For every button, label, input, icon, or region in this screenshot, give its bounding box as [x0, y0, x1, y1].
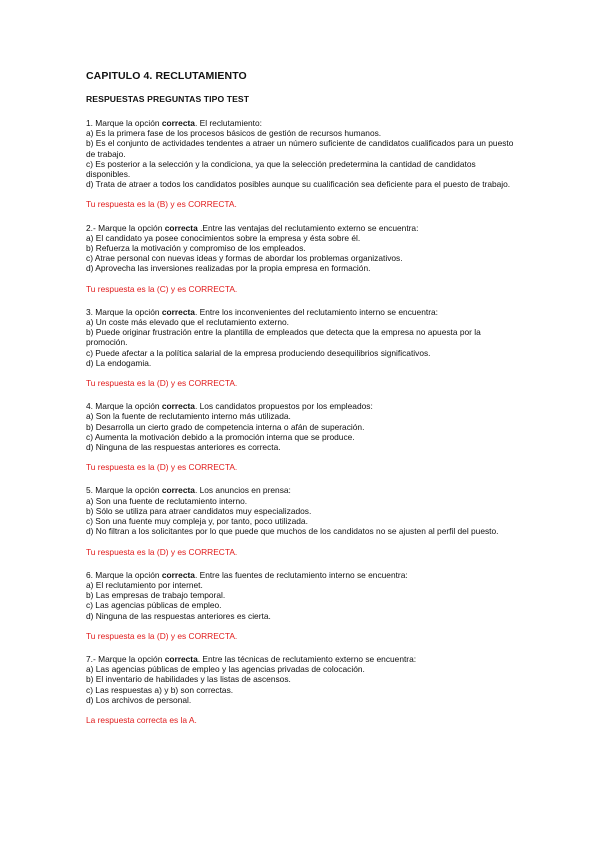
stem-suffix: . Entre las fuentes de reclutamiento interno se encuentra: [194, 569, 408, 580]
option-d: d) Aprovecha las inversiones realizadas por la propia empresa en formación. [86, 263, 371, 274]
option-b: b) Las empresas de trabajo temporal. [86, 590, 226, 601]
stem-bold: correcta [161, 306, 195, 317]
answer-feedback: Tu respuesta es la (D) y es CORRECTA. [86, 630, 238, 641]
answer-feedback: La respuesta correcta es la A. [86, 714, 197, 725]
question-stem [86, 485, 520, 495]
option-c: c) Atrae personal con nuevas ideas y formas de abordar los problemas organizativos. [86, 253, 403, 264]
question-stem [86, 118, 520, 128]
option-d: d) Ninguna de las respuestas anteriores es cierta. [86, 610, 271, 621]
stem-bold: correcta [161, 118, 195, 128]
question-1 [86, 118, 520, 210]
option-a: a) El reclutamiento por internet. [86, 579, 203, 590]
chapter-title: CAPITULO 4. RECLUTAMIENTO [86, 70, 247, 82]
question-stem [86, 654, 520, 664]
option-c: c) Las agencias públicas de empleo. [86, 600, 222, 611]
question-stem [86, 401, 520, 411]
stem-prefix: 2.- Marque la opción [86, 222, 165, 233]
option-a: a) Las agencias públicas de empleo y las agencias privadas de colocación. [86, 664, 365, 675]
stem-prefix: 1. Marque la opción [86, 118, 162, 128]
stem-bold: correcta [164, 653, 198, 664]
question-3 [86, 307, 520, 388]
question-6 [86, 570, 520, 641]
stem-suffix: . Entre las técnicas de reclutamiento externo se encuentra: [197, 653, 417, 664]
stem-prefix: 3. Marque la opción [86, 306, 162, 317]
stem-suffix: . Entre los inconvenientes del reclutamiento interno se encuentra: [194, 306, 438, 317]
question-4 [86, 401, 520, 472]
stem-suffix: .Entre las ventajas del reclutamiento externo se encuentra: [197, 222, 419, 233]
stem-bold: correcta [161, 569, 195, 580]
stem-bold: correcta [161, 485, 195, 496]
question-stem [86, 223, 520, 233]
option-a: a) Son una fuente de reclutamiento interno. [86, 495, 248, 506]
option-c: c) Son una fuente muy compleja y, por tanto, poco utilizada. [86, 516, 308, 527]
section-subtitle: RESPUESTAS PREGUNTAS TIPO TEST [86, 94, 250, 104]
stem-prefix: 4. Marque la opción [86, 401, 162, 412]
option-b: b) El inventario de habilidades y las listas de ascensos. [86, 674, 291, 685]
option-a: a) Es la primera fase de los procesos básicos de gestión de recursos humanos. [86, 128, 382, 139]
option-a: a) Son la fuente de reclutamiento interno más utilizada. [86, 411, 291, 422]
option-c: c) Aumenta la motivación debido a la promoción interna que se produce. [86, 431, 355, 442]
stem-bold: correcta [161, 401, 195, 412]
option-b: b) Puede originar frustración entre la plantilla de empleados que detecta que la empresa no apuesta por la promoción. [86, 327, 481, 348]
option-b: b) Sólo se utiliza para atraer candidatos muy especializados. [86, 505, 312, 516]
option-d: d) No filtran a los solicitantes por lo que puede que muchos de los candidatos no se ajusten al perfil del puesto. [86, 526, 499, 537]
option-d: d) Los archivos de personal. [86, 694, 192, 705]
question-2 [86, 223, 520, 294]
answer-feedback: Tu respuesta es la (D) y es CORRECTA. [86, 462, 238, 473]
stem-bold: correcta [164, 222, 198, 233]
question-stem [86, 570, 520, 580]
option-c: c) Puede afectar a la política salarial de la empresa produciendo desequilibrios significativos. [86, 347, 431, 358]
option-d: d) Ninguna de las respuestas anteriores es correcta. [86, 442, 281, 453]
stem-prefix: 6. Marque la opción [86, 569, 162, 580]
question-5 [86, 485, 520, 556]
stem-prefix: 7.- Marque la opción [86, 653, 165, 664]
answer-feedback: Tu respuesta es la (B) y es CORRECTA. [86, 199, 237, 210]
option-b: b) Desarrolla un cierto grado de competencia interna o afán de superación. [86, 421, 365, 432]
option-a: a) Un coste más elevado que el reclutamiento externo. [86, 317, 289, 328]
option-b: b) Es el conjunto de actividades tendentes a atraer un número suficiente de candidatos cualificados para un puesto de trabajo. [86, 138, 514, 159]
answer-feedback: Tu respuesta es la (C) y es CORRECTA. [86, 283, 238, 294]
option-b: b) Refuerza la motivación y compromiso de los empleados. [86, 243, 306, 254]
question-7 [86, 654, 520, 725]
answer-feedback: Tu respuesta es la (D) y es CORRECTA. [86, 546, 238, 557]
option-d: d) Trata de atraer a todos los candidatos posibles aunque su cualificación sea deficiente para el puesto de trabajo. [86, 179, 511, 190]
option-a: a) El candidato ya posee conocimientos sobre la empresa y ésta sobre él. [86, 232, 361, 243]
option-c: c) Las respuestas a) y b) son correctas. [86, 684, 234, 695]
answer-feedback: Tu respuesta es la (D) y es CORRECTA. [86, 378, 238, 389]
stem-prefix: 5. Marque la opción [86, 485, 162, 496]
stem-suffix: . El reclutamiento: [194, 118, 262, 128]
option-c: c) Es posterior a la selección y la condiciona, ya que la selección predetermina la cantidad de candidatos disponibles. [86, 158, 476, 180]
question-stem [86, 307, 520, 317]
stem-suffix: . Los candidatos propuestos por los empleados: [194, 401, 373, 412]
option-d: d) La endogamia. [86, 357, 152, 368]
stem-suffix: . Los anuncios en prensa: [194, 485, 291, 496]
